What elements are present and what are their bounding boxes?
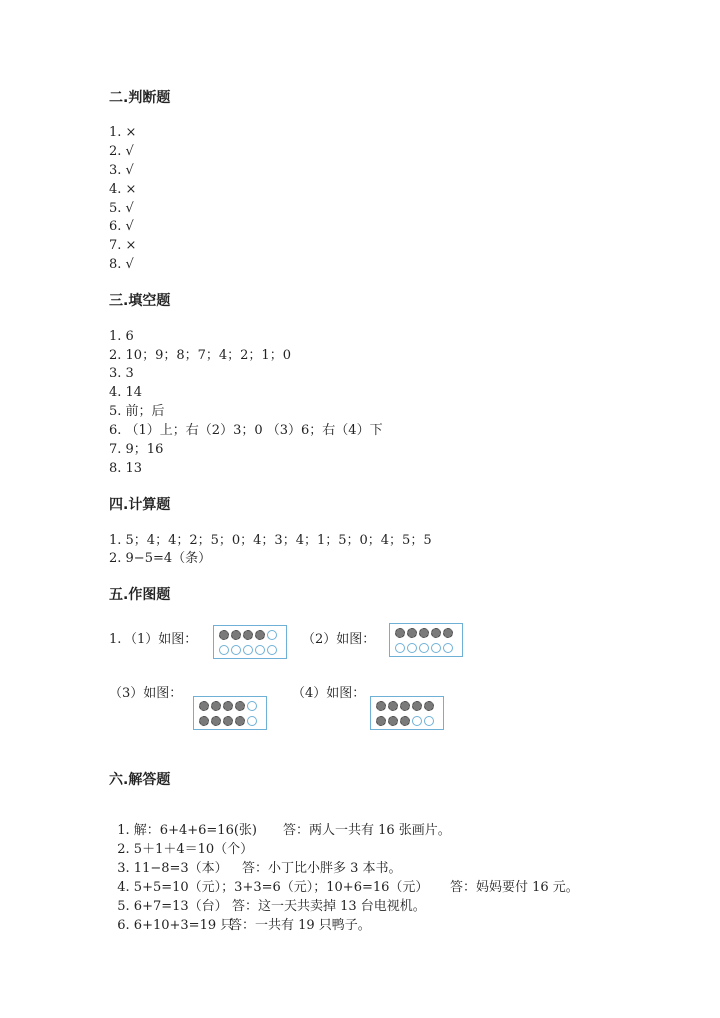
ten-frame-row bbox=[395, 628, 453, 638]
answer-line: 3. √ bbox=[109, 163, 134, 178]
filled-circle bbox=[219, 630, 229, 640]
solution-expression: 4. 5+5=10（元）；3+3=6（元）；10+6=16（元） bbox=[117, 880, 429, 895]
solution-expression: 1. 解：6+4+6=16(张) bbox=[117, 823, 257, 838]
filled-circle bbox=[424, 701, 434, 711]
section-title-calculation: 四.计算题 bbox=[109, 497, 171, 513]
solution-answer: 答：两人一共有 16 张画片。 bbox=[283, 823, 451, 838]
filled-circle bbox=[388, 716, 398, 726]
answer-line: 8. 13 bbox=[109, 461, 143, 476]
filled-circle bbox=[443, 628, 453, 638]
filled-circle bbox=[376, 716, 386, 726]
filled-circle bbox=[388, 701, 398, 711]
empty-circle bbox=[395, 643, 405, 653]
answer-line: 5. 前；后 bbox=[109, 404, 165, 419]
section-title-fill-blank: 三.填空题 bbox=[109, 293, 171, 309]
filled-circle bbox=[412, 701, 422, 711]
answer-line: 2. √ bbox=[109, 144, 134, 159]
filled-circle bbox=[243, 630, 253, 640]
solution-expression: 5. 6+7=13（台） bbox=[117, 899, 228, 914]
filled-circle bbox=[431, 628, 441, 638]
ten-frame-row bbox=[376, 701, 434, 711]
answer-line: 1. × bbox=[109, 125, 137, 140]
answer-line: 7. 9；16 bbox=[109, 442, 164, 457]
filled-circle bbox=[235, 701, 245, 711]
empty-circle bbox=[247, 716, 257, 726]
empty-circle bbox=[412, 716, 422, 726]
solution-answer: 答：这一天共卖掉 13 台电视机。 bbox=[232, 899, 426, 914]
filled-circle bbox=[419, 628, 429, 638]
answer-line: 6. （1）上；右（2）3；0 （3）6；右（4）下 bbox=[109, 423, 383, 438]
empty-circle bbox=[243, 645, 253, 655]
answer-line: 2. 10；9；8；7；4；2；1；0 bbox=[109, 348, 291, 363]
empty-circle bbox=[424, 716, 434, 726]
empty-circle bbox=[407, 643, 417, 653]
empty-circle bbox=[443, 643, 453, 653]
empty-circle bbox=[231, 645, 241, 655]
section-title-drawing: 五.作图题 bbox=[109, 587, 171, 603]
ten-frame-row bbox=[199, 716, 257, 726]
filled-circle bbox=[199, 701, 209, 711]
empty-circle bbox=[247, 701, 257, 711]
ten-frame-figure bbox=[370, 696, 444, 730]
empty-circle bbox=[419, 643, 429, 653]
solution-answer: 答：一共有 19 只鸭子。 bbox=[229, 918, 371, 933]
figure-label: （3）如图： bbox=[109, 686, 183, 701]
empty-circle bbox=[219, 645, 229, 655]
answer-line: 6. √ bbox=[109, 219, 134, 234]
filled-circle bbox=[211, 701, 221, 711]
ten-frame-row bbox=[219, 645, 277, 655]
empty-circle bbox=[267, 630, 277, 640]
question-number: 1. bbox=[109, 632, 126, 647]
solution-answer: 答：小丁比小胖多 3 本书。 bbox=[242, 861, 402, 876]
filled-circle bbox=[376, 701, 386, 711]
answer-line: 4. × bbox=[109, 182, 137, 197]
filled-circle bbox=[231, 630, 241, 640]
filled-circle bbox=[395, 628, 405, 638]
filled-circle bbox=[407, 628, 417, 638]
answer-line: 4. 14 bbox=[109, 385, 143, 400]
empty-circle bbox=[267, 645, 277, 655]
answer-line: 1. 5；4；4；2；5；0；4；3；4；1；5；0；4；5；5 bbox=[109, 533, 432, 548]
solution-expression: 3. 11−8=3（本） bbox=[117, 861, 228, 876]
filled-circle bbox=[400, 701, 410, 711]
filled-circle bbox=[235, 716, 245, 726]
filled-circle bbox=[199, 716, 209, 726]
section-title-judgement: 二.判断题 bbox=[109, 90, 171, 106]
answer-line: 3. 3 bbox=[109, 366, 134, 381]
answer-line: 2. 9−5=4（条） bbox=[109, 551, 212, 566]
answer-line: 5. √ bbox=[109, 201, 134, 216]
solution-answer: 答：妈妈要付 16 元。 bbox=[450, 880, 579, 895]
ten-frame-figure bbox=[389, 623, 463, 657]
filled-circle bbox=[255, 630, 265, 640]
answer-line: 7. × bbox=[109, 238, 137, 253]
filled-circle bbox=[400, 716, 410, 726]
section-title-word-problems: 六.解答题 bbox=[109, 772, 171, 788]
empty-circle bbox=[431, 643, 441, 653]
ten-frame-row bbox=[376, 716, 434, 726]
answer-line: 1. 6 bbox=[109, 329, 134, 344]
filled-circle bbox=[211, 716, 221, 726]
ten-frame-figure bbox=[213, 625, 287, 659]
solution-expression: 2. 5＋1＋4＝10（个） bbox=[117, 842, 254, 857]
answer-line: 8. √ bbox=[109, 257, 134, 272]
ten-frame-figure bbox=[193, 696, 267, 730]
empty-circle bbox=[255, 645, 265, 655]
figure-label: （4）如图： bbox=[292, 686, 366, 701]
figure-label: （2）如图： bbox=[302, 632, 376, 647]
filled-circle bbox=[223, 716, 233, 726]
ten-frame-row bbox=[199, 701, 257, 711]
ten-frame-row bbox=[219, 630, 277, 640]
ten-frame-row bbox=[395, 643, 453, 653]
figure-label: （1）如图： bbox=[124, 632, 198, 647]
filled-circle bbox=[223, 701, 233, 711]
solution-expression: 6. 6+10+3=19 只 bbox=[117, 918, 234, 933]
